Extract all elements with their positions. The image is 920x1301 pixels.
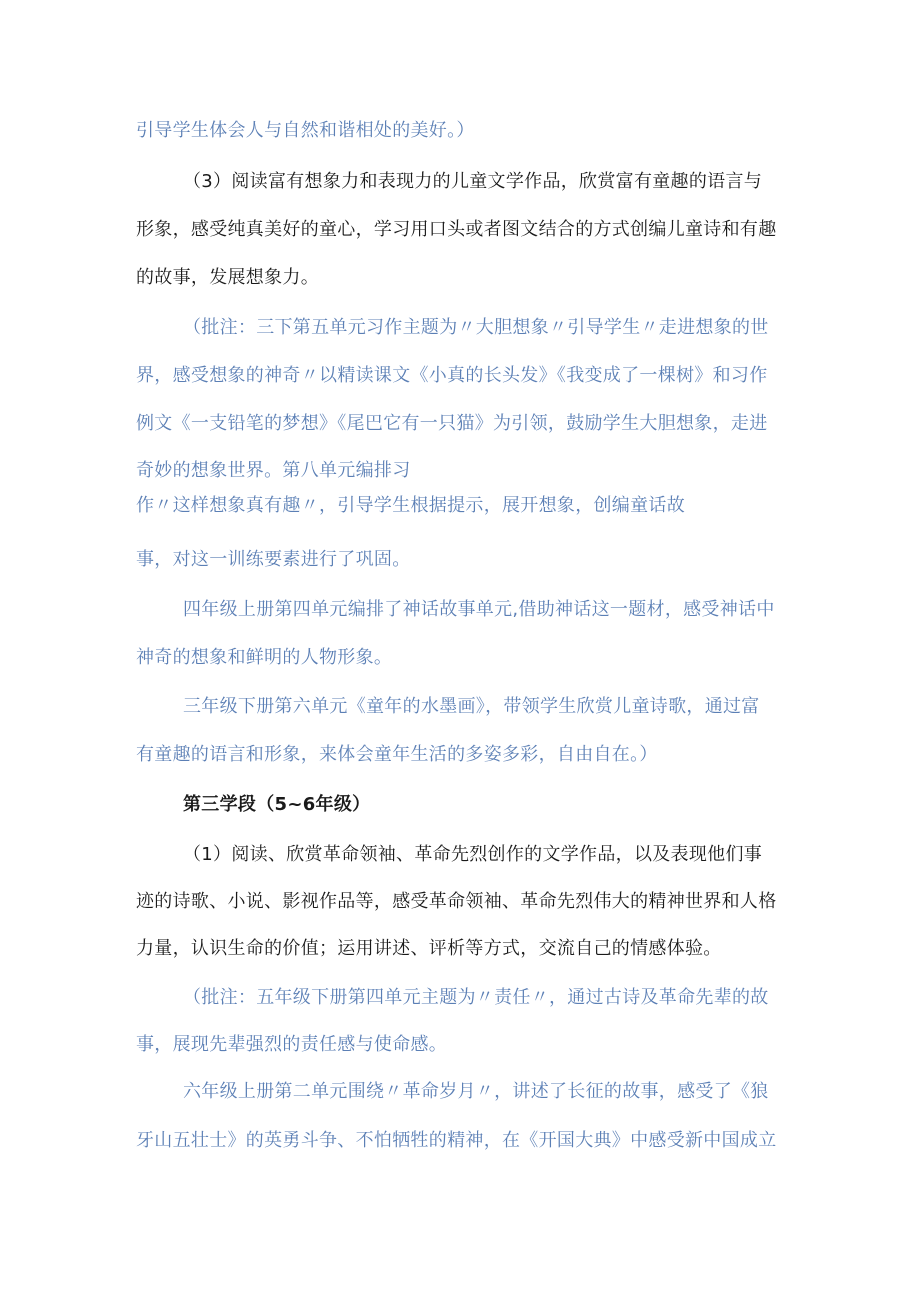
annotation-line: 神奇的想象和鲜明的人物形象。	[136, 647, 393, 668]
annotation-line: 作〃这样想象真有趣〃，引导学生根据提示，展开想象，创编童话故	[136, 495, 685, 516]
body-line: 形象，感受纯真美好的童心，学习用口头或者图文结合的方式创编儿童诗和有趣	[136, 219, 777, 240]
annotation-line: 事，对这一训练要素进行了巩固。	[136, 549, 411, 570]
body-line: （1）阅读、欣赏革命领袖、革命先烈创作的文学作品，以及表现他们事	[183, 844, 763, 865]
body-line: 迹的诗歌、小说、影视作品等，感受革命领袖、革命先烈伟大的精神世界和人格	[136, 891, 777, 912]
body-line: （3）阅读富有想象力和表现力的儿童文学作品，欣赏富有童趣的语言与	[183, 171, 763, 192]
annotation-line: 界，感受想象的神奇〃以精读课文《小真的长头发》《我变成了一棵树》和习作	[136, 365, 768, 386]
annotation-line: 奇妙的想象世界。第八单元编排习	[136, 460, 411, 481]
annotation-line: 例文《一支铅笔的梦想》《尾巴它有一只猫》为引领，鼓励学生大胆想象，走进	[136, 413, 768, 434]
annotation-line: 牙山五壮士》的英勇斗争、不怕牺牲的精神，在《开国大典》中感受新中国成立	[136, 1130, 777, 1151]
annotation-line: 有童趣的语言和形象，来体会童年生活的多姿多彩，自由自在。）	[136, 744, 658, 765]
section-heading: 第三学段（5~6年级）	[183, 794, 371, 815]
annotation-line: 事，展现先辈强烈的责任感与使命感。	[136, 1034, 448, 1055]
annotation-line: 四年级上册第四单元编排了神话故事单元,借助神话这一题材，感受神话中	[183, 599, 775, 620]
annotation-line: （批注：五年级下册第四单元主题为〃责任〃，通过古诗及革命先辈的故	[183, 987, 769, 1008]
body-line: 力量，认识生命的价值；运用讲述、评析等方式，交流自己的情感体验。	[136, 938, 722, 959]
annotation-line: （批注：三下第五单元习作主题为〃大胆想象〃引导学生〃走进想象的世	[183, 317, 769, 338]
body-line: 的故事，发展想象力。	[136, 267, 319, 288]
annotation-line: 引导学生体会人与自然和谐相处的美好。）	[136, 120, 475, 141]
annotation-line: 六年级上册第二单元围绕〃革命岁月〃，讲述了长征的故事，感受了《狼	[183, 1081, 769, 1102]
annotation-line: 三年级下册第六单元《童年的水墨画》，带领学生欣赏儿童诗歌，通过富	[183, 696, 760, 717]
